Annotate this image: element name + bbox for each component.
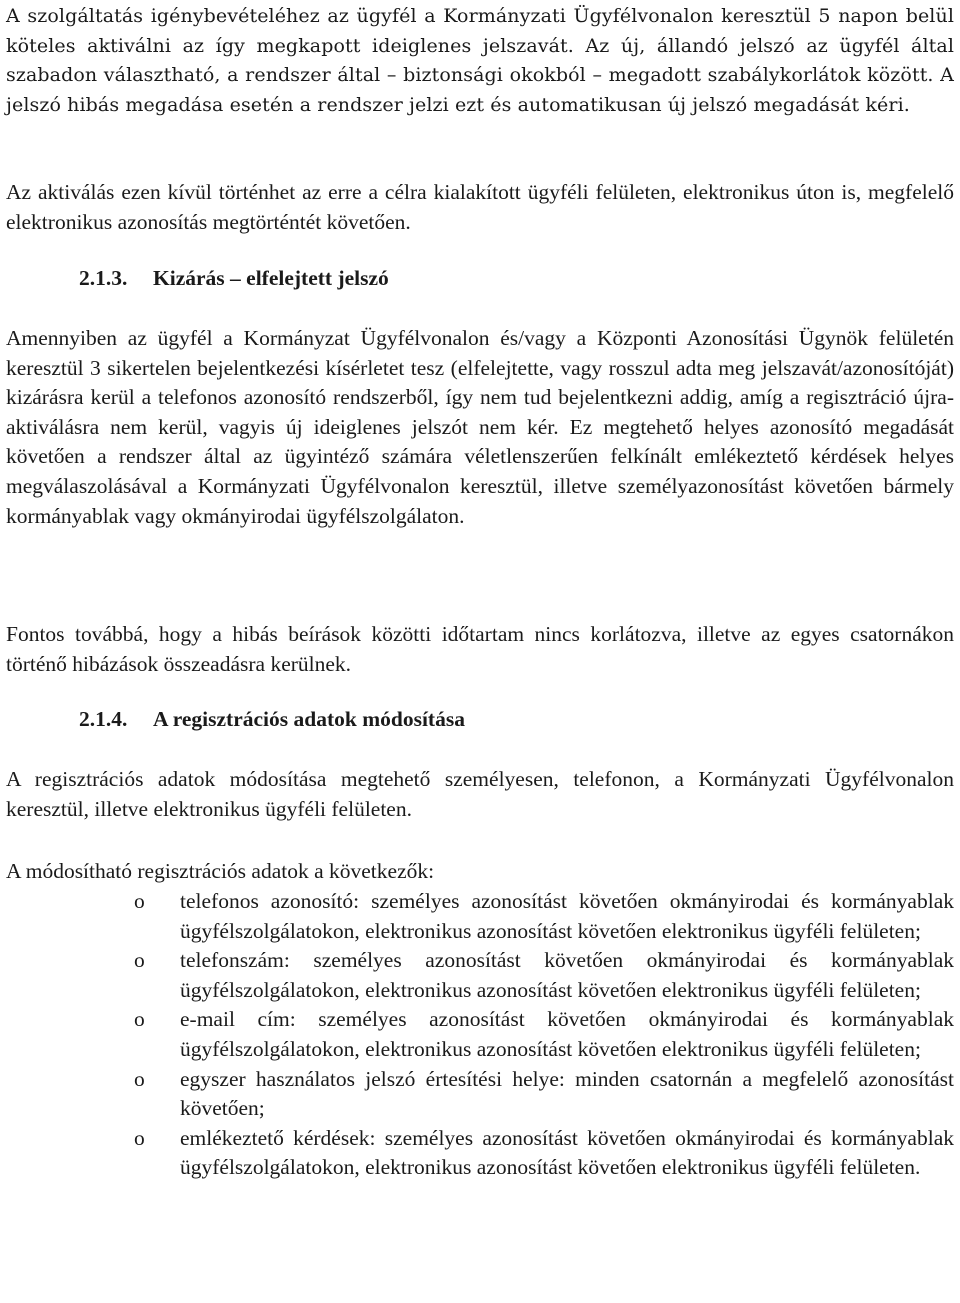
list-item-text: e-mail cím: személyes azonosítást követően okmányirodai és kormányablak ügyfélszolgálatokon, elektronikus azonosítást követően elektronikus ügyféli felületen; (180, 1007, 954, 1061)
intro-paragraph: A szolgáltatás igénybevételéhez az ügyfél a Kormányzati Ügyfélvonalon keresztül 5 napon belül köteles aktiválni az így megkapott ideiglenes jelszavát. Az új, állandó jelszó az ügyfél által szabadon választható, a rendszer által – biztonsági okokból – megadott szabálykorlátok között. A jelszó hibás megadása esetén a rendszer jelzi ezt és automatikusan új jelszó megadását kéri. (6, 5, 954, 116)
list-item-text: telefonos azonosító: személyes azonosítást követően okmányirodai és kormányablak ügyfélszolgálatokon, elektronikus azonosítást követően elektronikus ügyféli felületen; (180, 889, 954, 943)
list-item (6, 1005, 954, 1064)
list-item (6, 1124, 954, 1183)
section-heading-2-1-3 (79, 266, 389, 291)
section-title: A regisztrációs adatok módosítása (153, 707, 465, 731)
bullet-icon: o (134, 1125, 145, 1150)
list-item (6, 887, 954, 946)
list-item (6, 946, 954, 1005)
section-number: 2.1.4. (79, 707, 128, 731)
bullet-icon: o (134, 889, 145, 913)
list-intro: A módosítható regisztrációs adatok a következők: (6, 859, 435, 883)
bullet-icon: o (134, 1066, 145, 1091)
section-heading-2-1-4 (79, 707, 465, 732)
modifiable-data-list (6, 887, 954, 1183)
modification-paragraph: A regisztrációs adatok módosítása megtehető személyesen, telefonon, a Kormányzati Ügyfélvonalon keresztül, illetve elektronikus ügyféli felületen. (6, 767, 954, 821)
list-item-text: emlékeztető kérdések: személyes azonosítást követően okmányirodai és kormányablak ügyfélszolgálatokon, elektronikus azonosítást követően elektronikus ügyféli felületen. (180, 1125, 954, 1180)
fontos-paragraph: Fontos továbbá, hogy a hibás beírások közötti időtartam nincs korlátozva, illetve az egyes csatornákon történő hibázások összeadásra kerülnek. (6, 622, 954, 676)
activation-paragraph: Az aktiválás ezen kívül történhet az erre a célra kialakított ügyféli felületen, elektronikus úton is, megfelelő elektronikus azonosítás megtörténtét követően. (6, 180, 954, 234)
list-item-text: egyszer használatos jelszó értesítési helye: minden csatornán a megfelelő azonosítást követően; (180, 1066, 954, 1121)
bullet-icon: o (134, 1007, 145, 1032)
list-item (6, 1065, 954, 1124)
lockout-paragraph: Amennyiben az ügyfél a Kormányzat Ügyfélvonalon és/vagy a Központi Azonosítási Ügynök felületén keresztül 3 sikertelen bejelentkezési kísérletet tesz (elfelejtette, vagy rosszul adta meg jelszavát/azonosítóját) kizárásra kerül a telefonos azonosító rendszerből, így nem tud bejelentkezni addig, amíg a regisztráció újra-aktiválásra nem kerül, vagyis új ideiglenes jelszót nem kér. Ez megtehető helyes azonosító megadását követően a rendszer által az ügyintéző számára véletlenszerűen felkínált emlékeztető kérdések helyes megválaszolásával a Kormányzati Ügyfélvonalon keresztül, illetve személyazonosítást követően bármely kormányablak vagy okmányirodai ügyfélszolgálaton. (6, 326, 954, 528)
list-item-text: telefonszám: személyes azonosítást követően okmányirodai és kormányablak ügyfélszolgálatokon, elektronikus azonosítást követően elektronikus ügyféli felületen; (180, 948, 954, 1002)
section-number: 2.1.3. (79, 266, 128, 290)
bullet-icon: o (134, 948, 145, 973)
section-title: Kizárás – elfelejtett jelszó (153, 266, 389, 290)
